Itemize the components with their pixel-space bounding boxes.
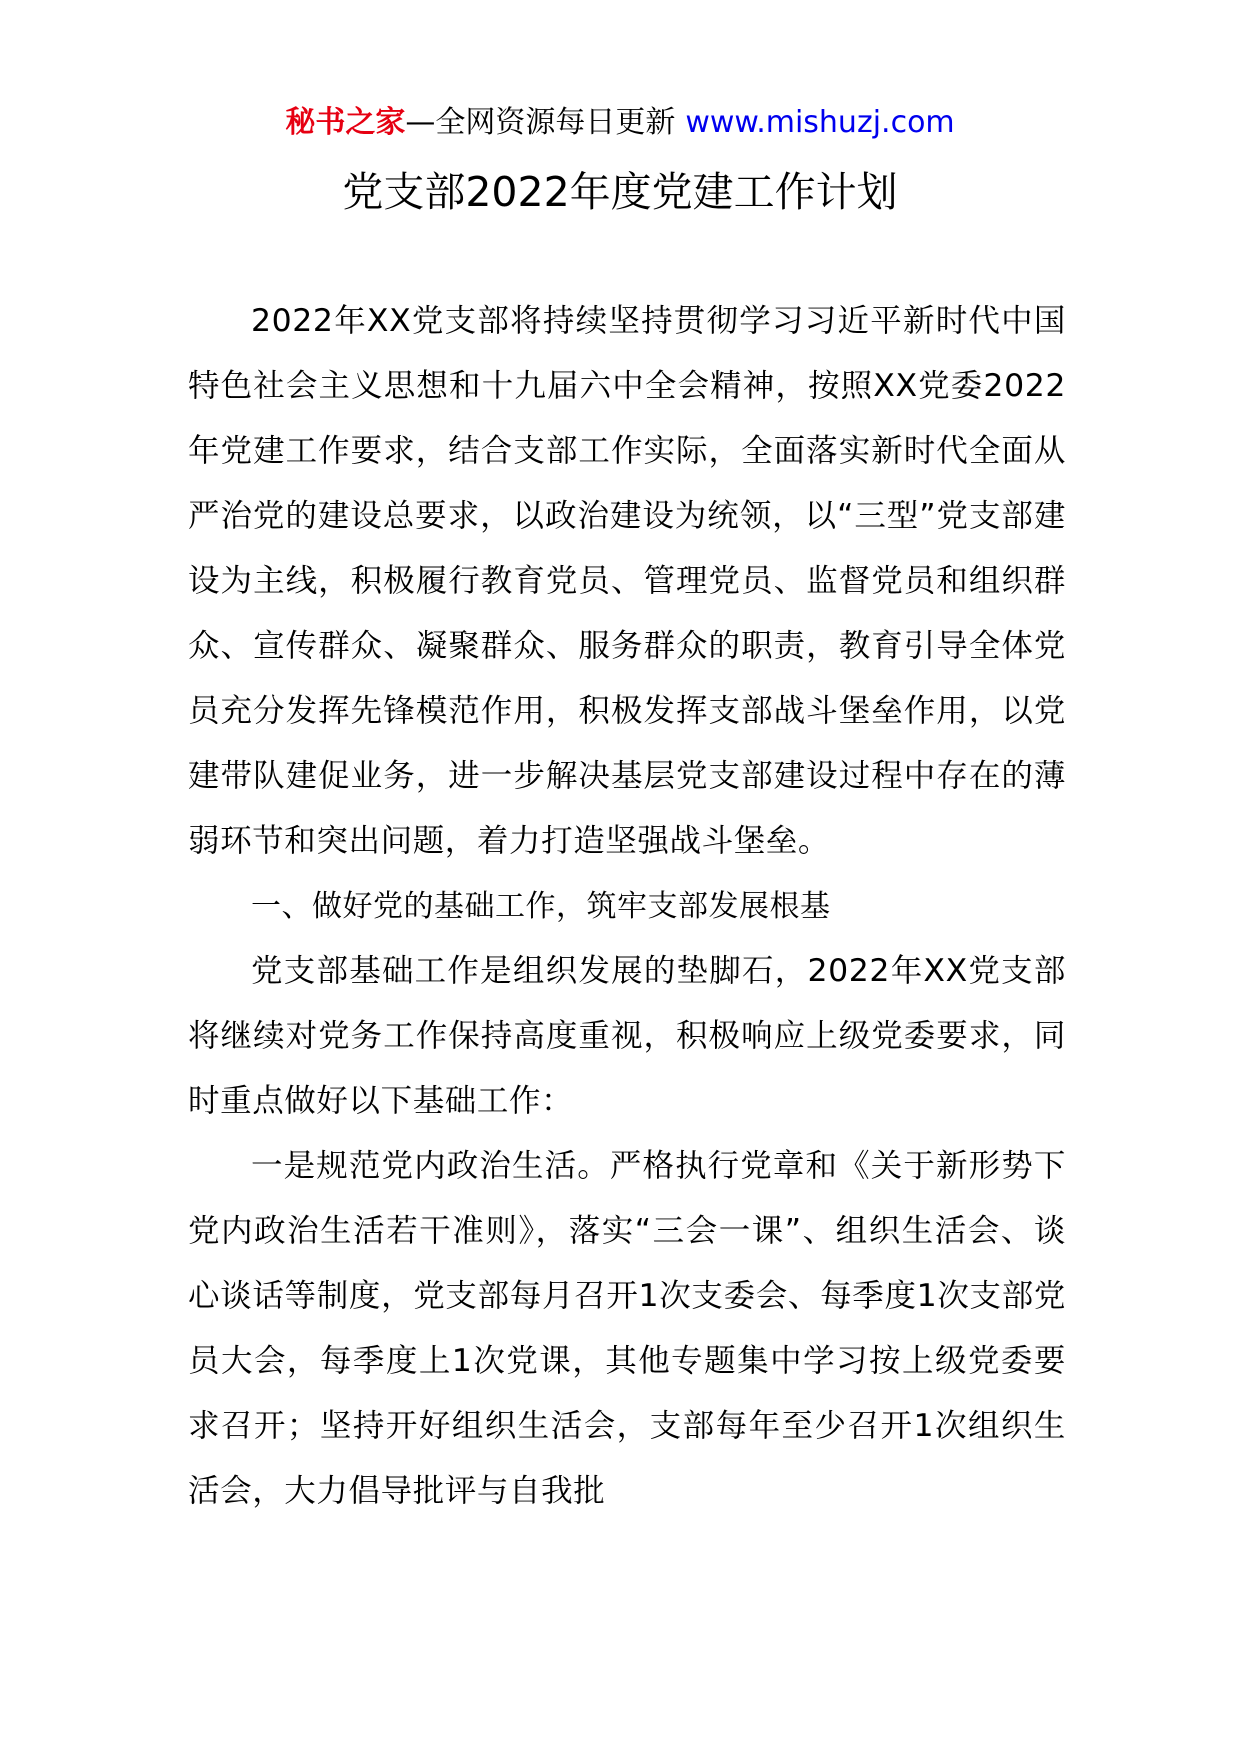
watermark-header <box>0 103 1240 143</box>
document-body <box>188 289 1066 1524</box>
document-title: 党支部2022年度党建工作计划 <box>342 168 898 216</box>
site-url-link[interactable]: www.mishuzj.com <box>685 105 955 140</box>
section-heading-1: 一、做好党的基础工作，筑牢支部发展根基 <box>251 889 831 924</box>
brand-name: 秘书之家 <box>285 105 406 140</box>
header-slogan: —全网资源每日更新 <box>405 105 676 140</box>
section-1-item-1-paragraph: 一是规范党内政治生活。严格执行党章和《关于新形势下党内政治生活若干准则》，落实“三会一课”、组织生活会、谈心谈话等制度，党支部每月召开1次支委会、每季度1次支部党员大会，每季度上1次党课，其他专题集中学习按上级党委要求召开；坚持开好组织生活会，支部每年至少召开1次组织生活会，大力倡导批评与自我批 <box>188 1148 1066 1509</box>
intro-paragraph: 2022年XX党支部将持续坚持贯彻学习习近平新时代中国特色社会主义思想和十九届六中全会精神，按照XX党委2022年党建工作要求，结合支部工作实际，全面落实新时代全面从严治党的建设总要求，以政治建设为统领，以“三型”党支部建设为主线，积极履行教育党员、管理党员、监督党员和组织群众、宣传群众、凝聚群众、服务群众的职责，教育引导全体党员充分发挥先锋模范作用，积极发挥支部战斗堡垒作用，以党建带队建促业务，进一步解决基层党支部建设过程中存在的薄弱环节和突出问题，着力打造坚强战斗堡垒。 <box>188 303 1066 859</box>
section-1-paragraph: 党支部基础工作是组织发展的垫脚石，2022年XX党支部将继续对党务工作保持高度重视，积极响应上级党委要求，同时重点做好以下基础工作： <box>188 953 1066 1119</box>
